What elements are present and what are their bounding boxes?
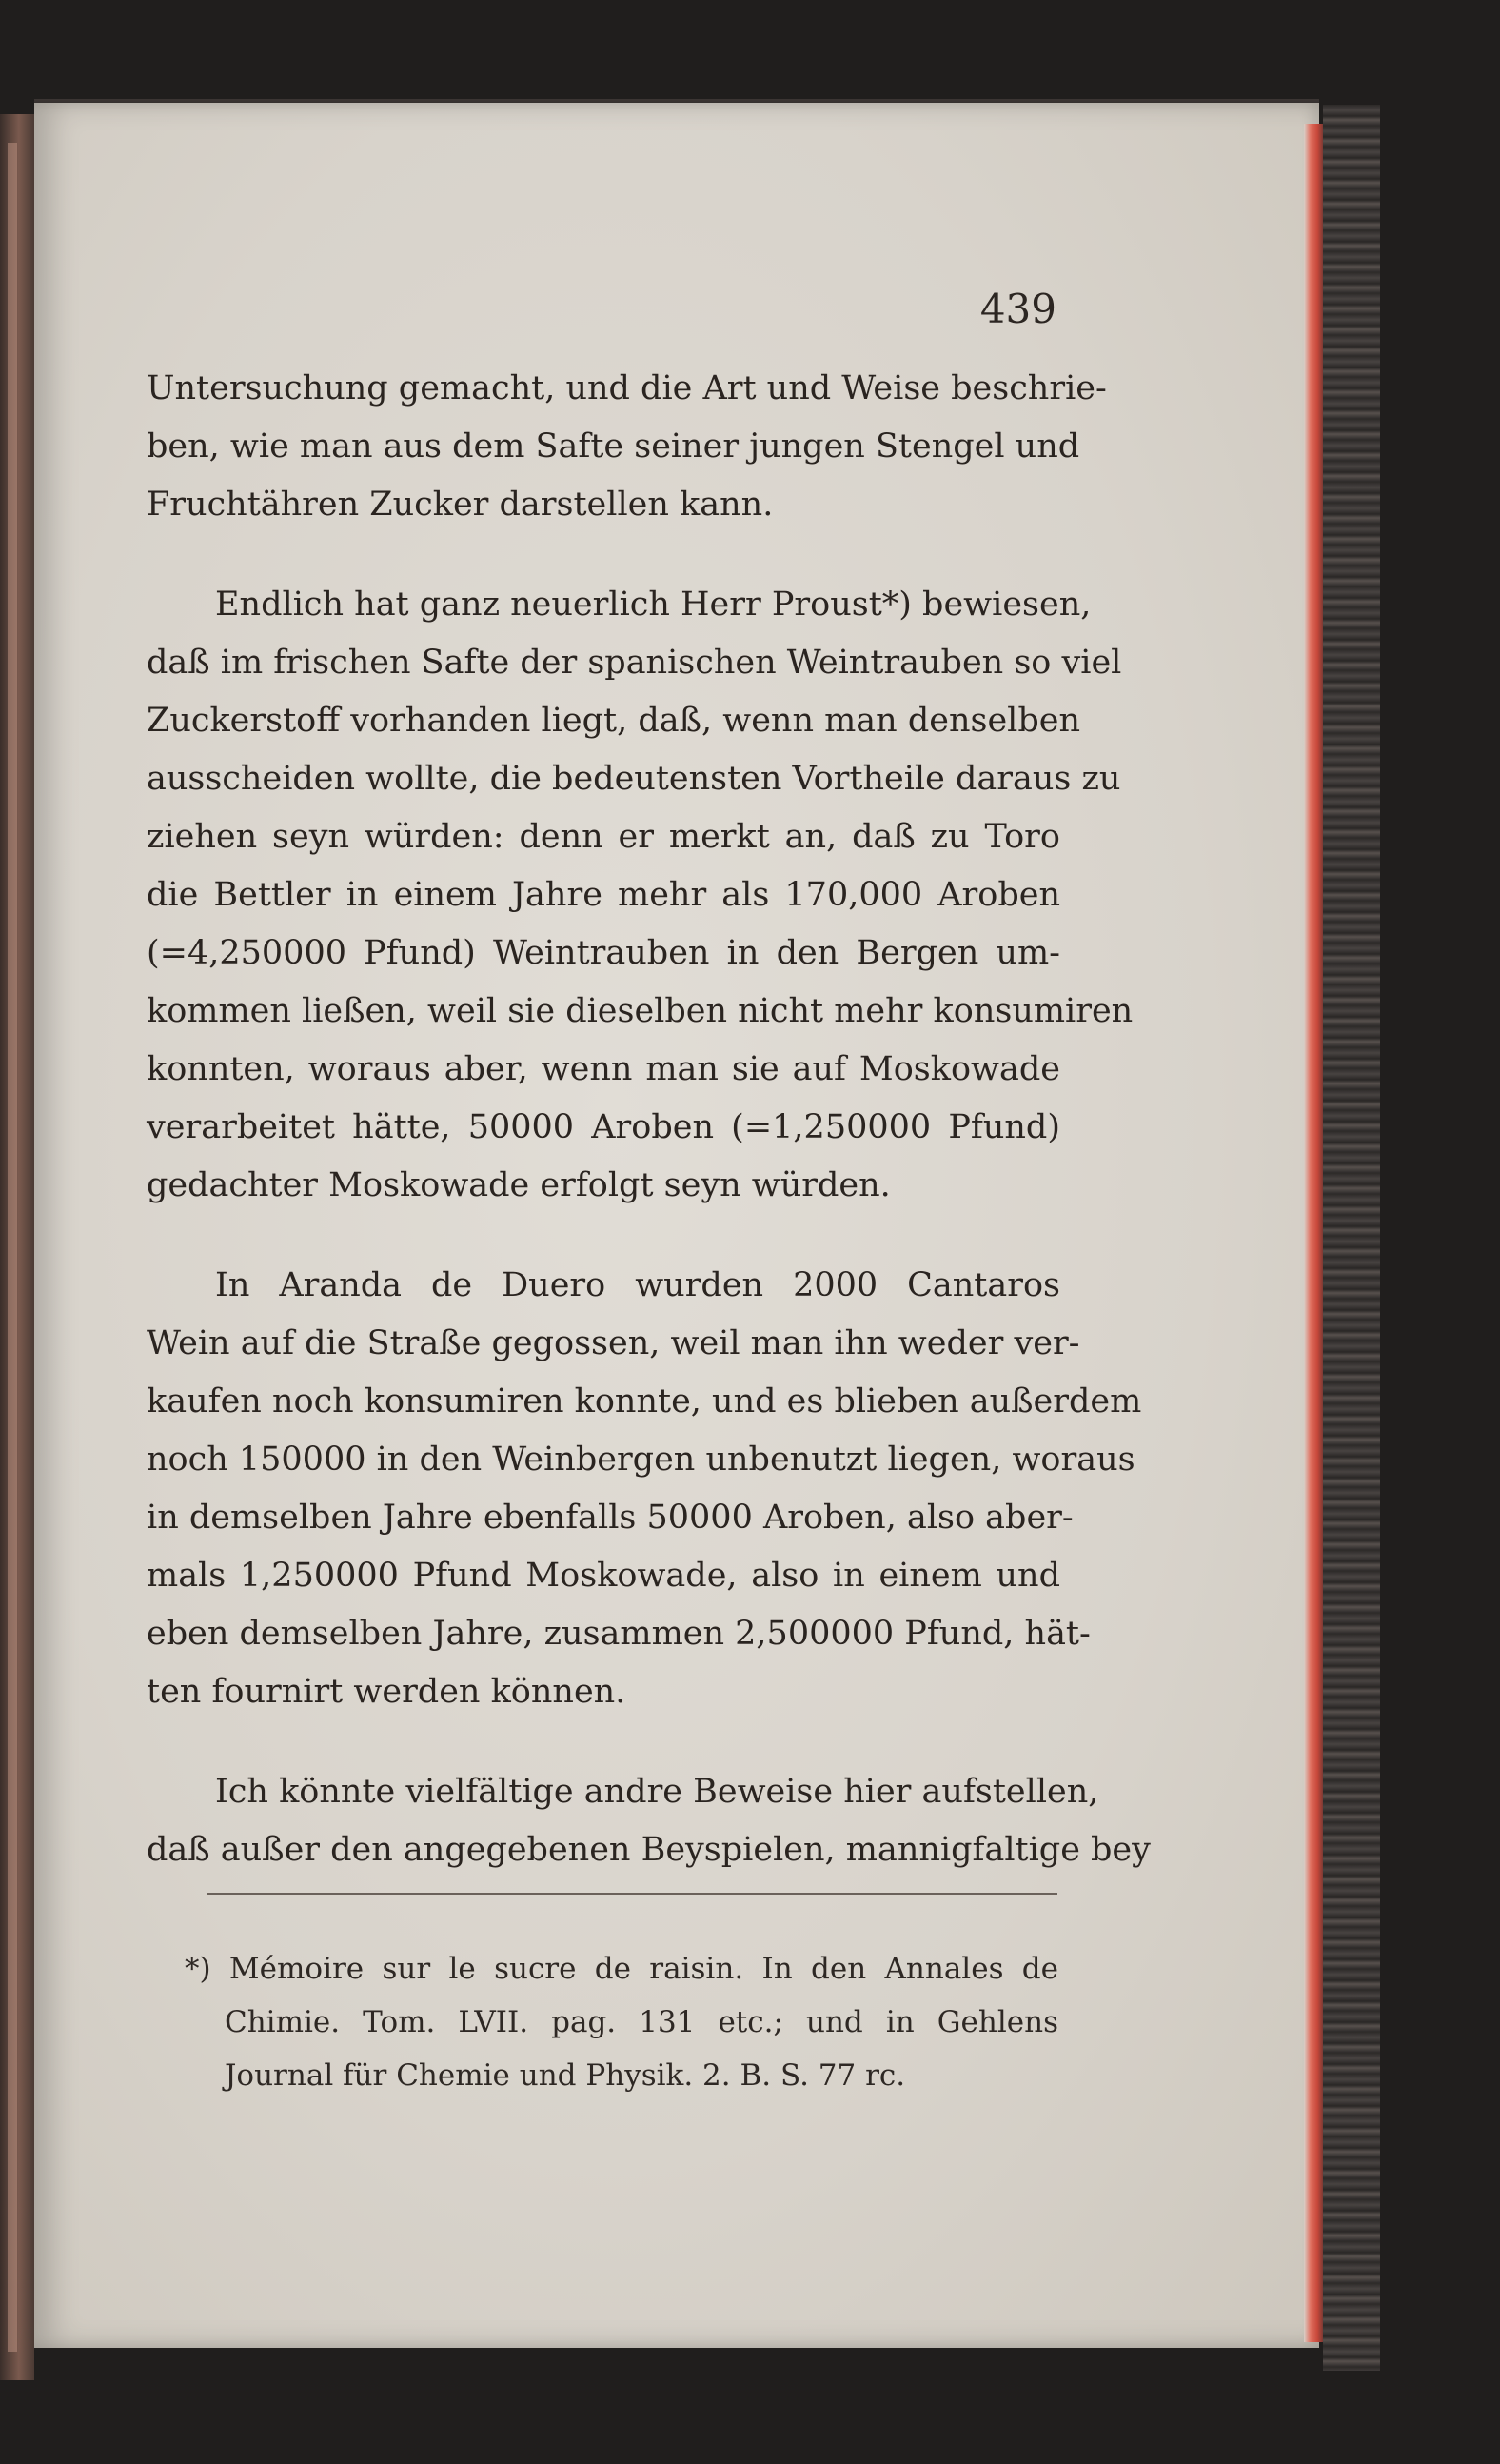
page-number: 439 xyxy=(979,286,1056,332)
text-line: Untersuchung gemacht, und die Art und Weise beschrie- xyxy=(147,369,1107,407)
text-line: kaufen noch konsumiren konnte, und es blieben außerdem xyxy=(147,1382,1142,1421)
paragraph xyxy=(147,576,1134,1215)
footnote-line: *) Mémoire sur le sucre de raisin. In den Annales de xyxy=(185,1952,1058,1986)
text-line: verarbeitet hätte, 50000 Aroben (=1,250000 Pfund) xyxy=(147,1108,1060,1146)
main-text xyxy=(147,360,1151,1879)
text-line: Endlich hat ganz neuerlich Herr Proust*) bewiesen, xyxy=(215,586,1092,624)
text-line: gedachter Moskowade erfolgt seyn würden. xyxy=(147,1166,891,1204)
text-line: In Aranda de Duero wurden 2000 Cantaros xyxy=(215,1266,1060,1304)
text-line: daß im frischen Safte der spanischen Weintrauben so viel xyxy=(147,644,1122,682)
footnote xyxy=(185,1942,1058,2102)
text-line: ben, wie man aus dem Safte seiner jungen Stengel und xyxy=(147,427,1080,466)
text-line: (=4,250000 Pfund) Weintrauben in den Bergen um- xyxy=(147,934,1060,972)
footnote-line: Journal für Chemie und Physik. 2. B. S. 77 rc. xyxy=(225,2058,906,2093)
footnote-line: Chimie. Tom. LVII. pag. 131 etc.; und in Gehlens xyxy=(225,2005,1058,2039)
text-line: daß außer den angegebenen Beyspielen, mannigfaltige bey xyxy=(147,1831,1151,1869)
paragraph-gap xyxy=(147,1721,1060,1763)
footnote-rule xyxy=(207,1893,1057,1895)
text-line: kommen ließen, weil sie dieselben nicht mehr konsumiren xyxy=(147,992,1134,1030)
text-line: in demselben Jahre ebenfalls 50000 Aroben, also aber- xyxy=(147,1499,1074,1537)
text-line: eben demselben Jahre, zusammen 2,500000 Pfund, hät- xyxy=(147,1615,1091,1653)
text-line: ten fournirt werden können. xyxy=(147,1673,626,1711)
page-red-edge xyxy=(1304,124,1323,2342)
paragraph xyxy=(147,1257,1142,1721)
text-line: noch 150000 in den Weinbergen unbenutzt liegen, woraus xyxy=(147,1441,1135,1479)
text-line: konnten, woraus aber, wenn man sie auf Moskowade xyxy=(147,1050,1060,1088)
paragraph-gap xyxy=(147,534,1060,576)
text-line: ausscheiden wollte, die bedeutensten Vortheile daraus zu xyxy=(147,760,1121,798)
facing-page-edge xyxy=(0,114,34,2380)
paragraph xyxy=(147,1763,1151,1879)
book-cover-edge xyxy=(1323,105,1380,2371)
text-line: Ich könnte vielfältige andre Beweise hier aufstellen, xyxy=(215,1773,1099,1811)
text-line: ziehen seyn würden: denn er merkt an, daß zu Toro xyxy=(147,818,1060,856)
text-line: Fruchtähren Zucker darstellen kann. xyxy=(147,486,774,524)
paragraph-gap xyxy=(147,1215,1060,1257)
text-line: Zuckerstoff vorhanden liegt, daß, wenn man denselben xyxy=(147,702,1081,740)
paragraph xyxy=(147,360,1107,534)
facing-page-red-edge xyxy=(8,143,17,2352)
text-line: Wein auf die Straße gegossen, weil man ihn weder ver- xyxy=(147,1324,1080,1362)
text-line: die Bettler in einem Jahre mehr als 170,000 Aroben xyxy=(147,876,1060,914)
text-line: mals 1,250000 Pfund Moskowade, also in einem und xyxy=(147,1557,1060,1595)
